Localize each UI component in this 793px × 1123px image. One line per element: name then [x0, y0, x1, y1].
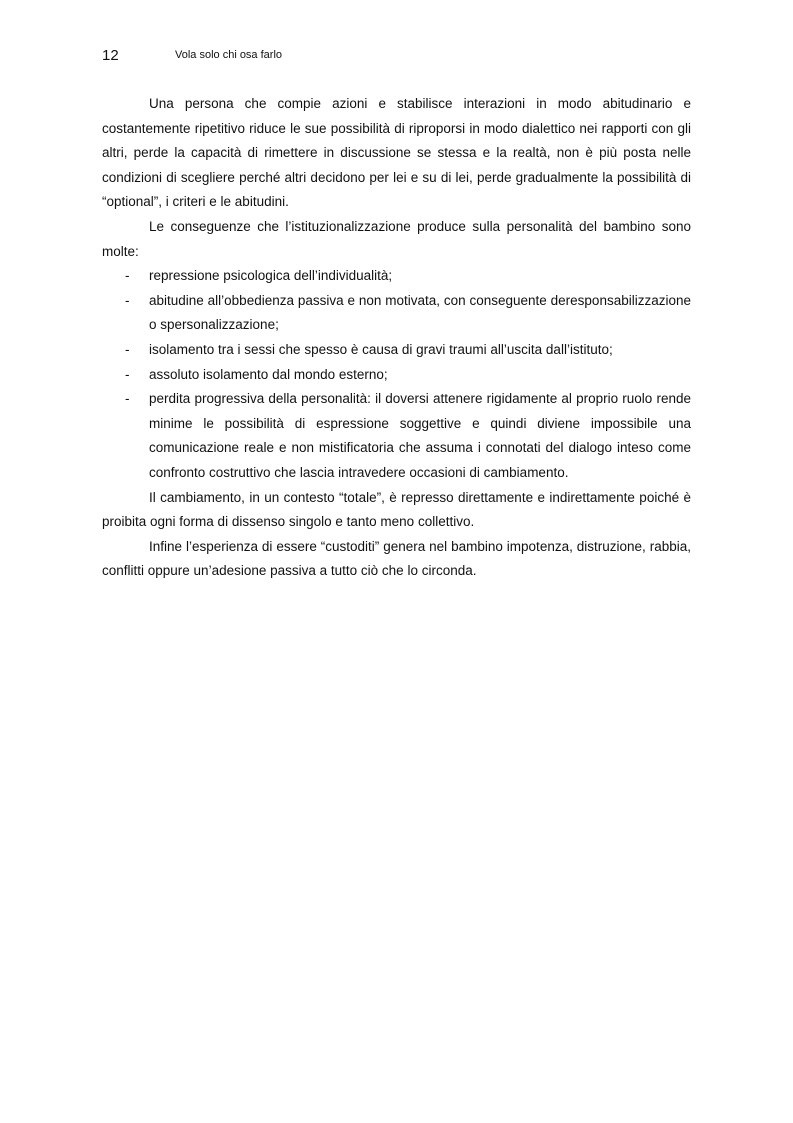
list-item [102, 387, 691, 485]
list-item [102, 264, 691, 289]
bullet-dash: - [125, 391, 130, 407]
list-item-text: abitudine all’obbedienza passiva e non motivata, con conseguente deresponsabilizzazione o spersonalizzazione; [149, 292, 691, 333]
bullet-dash: - [125, 341, 130, 357]
list-item-text: assoluto isolamento dal mondo esterno; [149, 366, 388, 382]
list-item [102, 338, 691, 363]
running-header-title: Vola solo chi osa farlo [175, 49, 283, 61]
bullet-dash: - [125, 292, 130, 308]
body-text [102, 92, 691, 584]
list-item-text: isolamento tra i sessi che spesso è causa di gravi traumi all’uscita dall’istituto; [149, 341, 613, 357]
paragraph-1: Una persona che compie azioni e stabilisce interazioni in modo abitudinario e costantemente ripetitivo riduce le sue possibilità di riproporsi in modo dialettico nei rapporti con gli altri, perde la capacità di rimettere in discussione se stessa e la realtà, non è più posta nelle condizioni di scegliere perché altri decidono per lei e su di lei, perde gradualmente la possibilità di “optional”, i criteri e le abitudini. [102, 96, 691, 210]
consequences-list [102, 264, 691, 485]
paragraph-4: Infine l’esperienza di essere “custoditi” genera nel bambino impotenza, distruzione, rabbia, conflitti oppure un’adesione passiva a tutto ciò che lo circonda. [102, 538, 691, 579]
list-item [102, 363, 691, 388]
list-item-text: perdita progressiva della personalità: il doversi attenere rigidamente al proprio ruolo rende minime le possibilità di espressione soggettive e quindi diviene impossibile una comunicazione reale e non mistificatoria che assuma i connotati del dialogo inteso come confronto costruttivo che lascia intravedere occasioni di cambiamento. [149, 391, 691, 480]
bullet-dash: - [125, 268, 130, 284]
list-item-text: repressione psicologica dell’individualità; [149, 268, 393, 284]
paragraph-2: Le conseguenze che l’istituzionalizzazione produce sulla personalità del bambino sono molte: [102, 218, 691, 259]
paragraph-3: Il cambiamento, in un contesto “totale”, è represso direttamente e indirettamente poiché è proibita ogni forma di dissenso singolo e tanto meno collettivo. [102, 489, 691, 530]
list-item [102, 289, 691, 338]
bullet-dash: - [125, 366, 130, 382]
page-number: 12 [102, 47, 119, 64]
